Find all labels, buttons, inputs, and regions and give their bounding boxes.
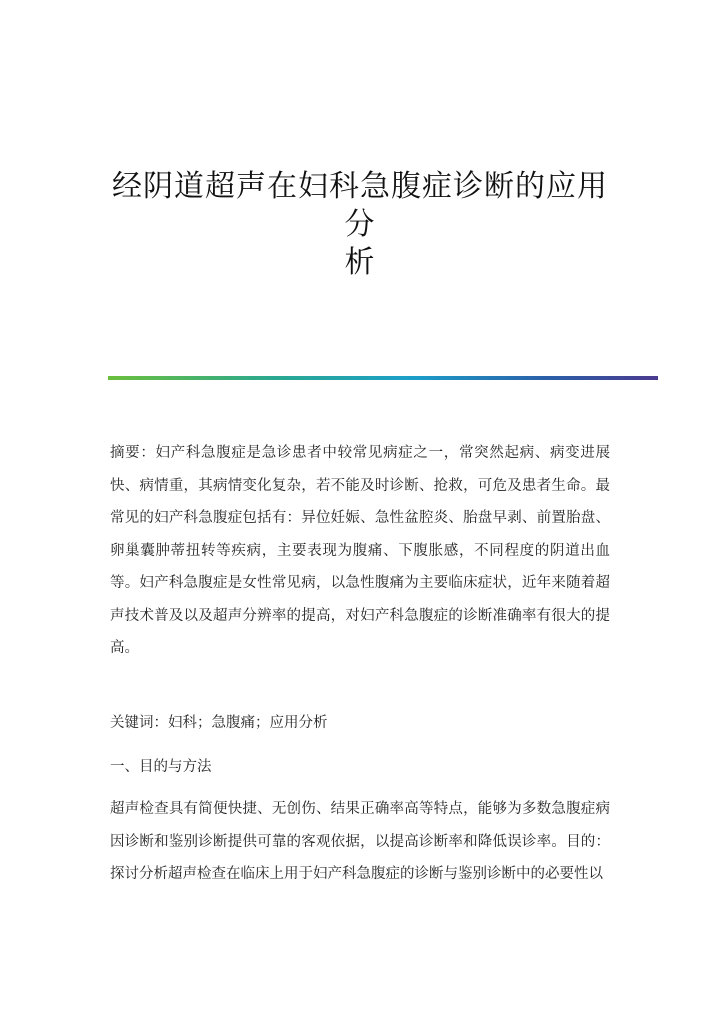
section-heading: 一、目的与方法 bbox=[110, 759, 212, 775]
document-title-line-1: 经阴道超声在妇科急腹症诊断的应用分 bbox=[112, 169, 608, 242]
keywords-line: 关键词：妇科；急腹痛；应用分析 bbox=[110, 715, 328, 731]
abstract-paragraph: 摘要：妇产科急腹症是急诊患者中较常见病症之一，常突然起病、病变进展快、病情重，其病情变化复杂，若不能及时诊断、抢救，可危及患者生命。最常见的妇产科急腹症包括有：异位妊娠、急性盆腔炎、胎盘早剥、前置胎盘、卵巢囊肿蒂扭转等疾病，主要表现为腹痛、下腹胀感，不同程度的阴道出血等。妇产科急腹症是女性常见病，以急性腹痛为主要临床症状，近年来随着超声技术普及以及超声分辨率的提高，对妇产科急腹症的诊断准确率有很大的提高。 bbox=[110, 445, 610, 656]
title-divider bbox=[108, 376, 658, 380]
document-title-line-2: 析 bbox=[344, 245, 376, 280]
body-paragraph: 超声检查具有简便快捷、无创伤、结果正确率高等特点，能够为多数急腹症病因诊断和鉴别诊断提供可靠的客观依据，以提高诊断率和降低误诊率。目的：探讨分析超声检查在临床上用于妇产科急腹症的诊断与鉴别诊断中的必要性以 bbox=[110, 801, 610, 882]
